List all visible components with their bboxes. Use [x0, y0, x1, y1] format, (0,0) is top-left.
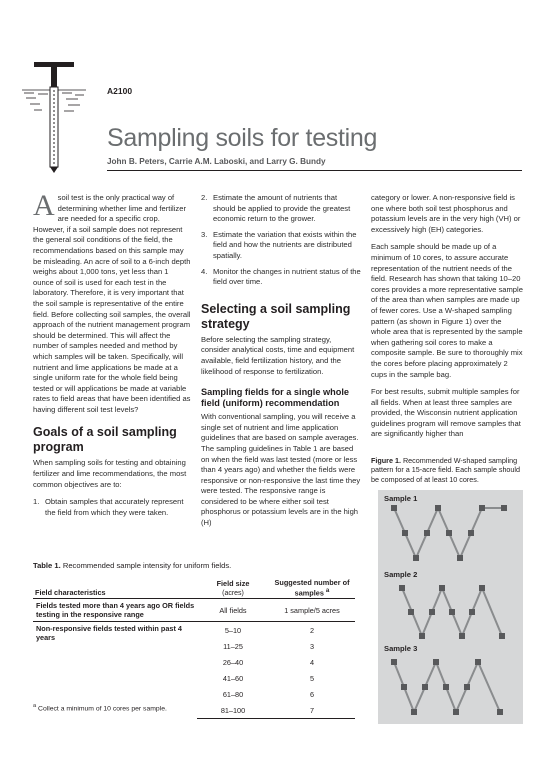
col-size-units: (acres) — [222, 590, 244, 598]
whole-field-text: With conventional sampling, you will receive a single set of nutrient and lime application guidelines that are based on sample averages. The sampling guidelines in Table 1 are based on when the field was last tested (more or less than 4 years ago) and whether the fields were responsive or non-responsive the last time they were tested. The responsive range is considered to be where either soil test phosphorus or potassium levels are in the high (H) — [201, 412, 361, 528]
col3-paragraph-2: Each sample should be made up of a minimum of 10 cores, to assure accurate representation of the nutrient needs of the field. Research has shown that taking 10–20 cores provides a more representative sample of the area than when samples are made up of fewer cores. Use a W-shaped sampling pattern (as shown in Figure 1) over the whole area that is represented by the sample when gathering soil cores to make a composite sample. Be sure to thoroughly mix the cores before placing approximately 2 cups in the sample bag. — [371, 242, 523, 379]
col-header-size — [197, 577, 269, 599]
objectives-list — [33, 497, 191, 518]
table-title-text: Recommended sample intensity for uniform fields. — [62, 561, 232, 570]
figure-label: Figure 1. — [371, 456, 401, 465]
w-pattern-3 — [378, 640, 523, 724]
table-header-row — [33, 577, 355, 599]
title-rule — [107, 170, 522, 171]
intro-text: soil test is the only practical way of determining whether lime and fertilizer are needed for a specific crop. However, if a soil sample does not represent the general soil conditions of the field, the recommendations based on this sample may be misleading. An acre of soil to a 6-inch depth weighs about 1,000 tons, yet less than 1 ounce of soil is used for each test in the laboratory. Therefore, it is very important that the soil sample is representative of the entire field. Before collecting soil samples, the overall approach of the nutrient management program should be determined. This will affect the number of samples needed and method by which samples will be taken. Specifically, will nutrient and lime applications be made at a single uniform rate for the whole field being tested or will applications be made at variable rates to field areas that have been identified as having different soil test levels? — [33, 193, 191, 414]
w-pattern-2 — [378, 566, 523, 648]
row-size: 81–100 — [197, 702, 269, 719]
whole-field-heading: Sampling fields for a single whole field (uniform) recommendation — [201, 387, 350, 409]
row-size: 5–10 — [224, 625, 242, 635]
row-size: 41–60 — [222, 673, 244, 683]
probe-handle — [34, 62, 74, 87]
footnote-text: Collect a minimum of 10 cores per sample. — [38, 705, 167, 713]
table-title — [33, 561, 231, 570]
footnote-mark: a — [33, 703, 37, 709]
w-pattern-1 — [378, 490, 523, 569]
goals-heading: Goals of a soil sampling program — [33, 425, 177, 455]
sample-points — [391, 659, 503, 715]
objectives-list-continued — [201, 193, 361, 288]
objective-number: 3. — [201, 229, 208, 239]
row-samples: 1 sample/5 acres — [269, 599, 355, 622]
sample-title: Sample 3 — [384, 644, 418, 653]
row-samples: 4 — [309, 657, 315, 667]
strategy-heading: Selecting a soil sampling strategy — [201, 301, 351, 331]
row-size: 26–40 — [222, 657, 244, 667]
publication-number: A2100 — [107, 86, 133, 96]
sample-2-panel — [378, 566, 523, 648]
goals-text: When sampling soils for testing and obtaining fertilizer and lime recommendations, the most common objectives are to: — [33, 458, 187, 489]
col3-paragraph-3: For best results, submit multiple samples for all fields. When at least three samples are provided, the Wisconsin nutrient application guidelines program will remove samples that are significantly higher than — [371, 387, 521, 439]
col-size-label: Field size — [216, 579, 250, 589]
intro-paragraph — [33, 189, 191, 415]
objective-number: 1. — [33, 497, 40, 507]
objective-item — [201, 193, 361, 225]
col-samples-label: Suggested number of samples — [274, 578, 350, 598]
col-header-field: Field characteristics — [33, 577, 197, 599]
table-row — [33, 622, 355, 639]
table-label: Table 1. — [33, 561, 61, 570]
objective-text: Monitor the changes in nutrient status of the field over time. — [213, 266, 361, 287]
col-samples-note: a — [325, 587, 330, 594]
figure-caption — [371, 456, 523, 484]
row-size: 61–80 — [222, 689, 244, 699]
sample-title: Sample 2 — [384, 570, 418, 579]
row-samples: 7 — [269, 702, 355, 719]
figure-caption-text: Recommended W-shaped sampling pattern for a 15-acre field. Each sample should be composed of at least 10 cores. — [371, 456, 521, 484]
objective-item — [201, 230, 361, 262]
sample-intensity-table — [33, 577, 355, 719]
column-1 — [33, 189, 191, 523]
objective-text: Obtain samples that accurately represent the field from which they were taken. — [45, 497, 184, 517]
soil-probe-illustration — [20, 60, 90, 175]
sample-points — [399, 585, 505, 639]
row-samples: 6 — [309, 689, 315, 699]
objective-number: 4. — [201, 266, 208, 276]
objective-item — [33, 497, 191, 518]
authors: John B. Peters, Carrie A.M. Laboski, and Larry G. Bundy — [107, 157, 326, 166]
probe-shaft — [50, 87, 58, 173]
sample-3-panel — [378, 640, 523, 724]
row-size: 11–25 — [223, 641, 243, 651]
page-title: Sampling soils for testing — [107, 124, 378, 152]
row-samples: 3 — [309, 641, 315, 651]
column-3 — [371, 193, 523, 447]
table-row — [33, 599, 355, 622]
sample-points — [391, 505, 507, 561]
row-samples: 5 — [309, 673, 315, 683]
drop-cap: A — [33, 189, 55, 222]
column-2 — [201, 193, 361, 536]
objective-number: 2. — [201, 193, 208, 202]
col3-paragraph-1: category or lower. A non-responsive field is one where both soil test phosphorus and potassium levels are in the very high (VH) or excessively high (EH) categories. — [371, 193, 521, 234]
objective-item — [201, 267, 361, 288]
row-samples: 2 — [309, 625, 315, 635]
row-size: All fields — [197, 599, 269, 622]
objective-text: Estimate the variation that exists within the field and how the nutrients are distributed spatially. — [213, 229, 357, 260]
sample-1-panel — [378, 490, 523, 569]
strategy-text: Before selecting the sampling strategy, consider analytical costs, time and equipment available, field fertilization history, and the likelihood of response to fertilization. — [201, 334, 355, 376]
sample-title: Sample 1 — [384, 494, 418, 503]
row-characteristics: Non-responsive fields tested within past 4 years — [36, 624, 182, 643]
objective-text: Estimate the amount of nutrients that should be applied to provide the greatest economic return to the grower. — [213, 193, 351, 224]
table-footnote — [33, 703, 167, 712]
col-header-samples — [269, 577, 355, 599]
row-characteristics: Fields tested more than 4 years ago OR fields testing in the responsive range — [33, 599, 197, 622]
